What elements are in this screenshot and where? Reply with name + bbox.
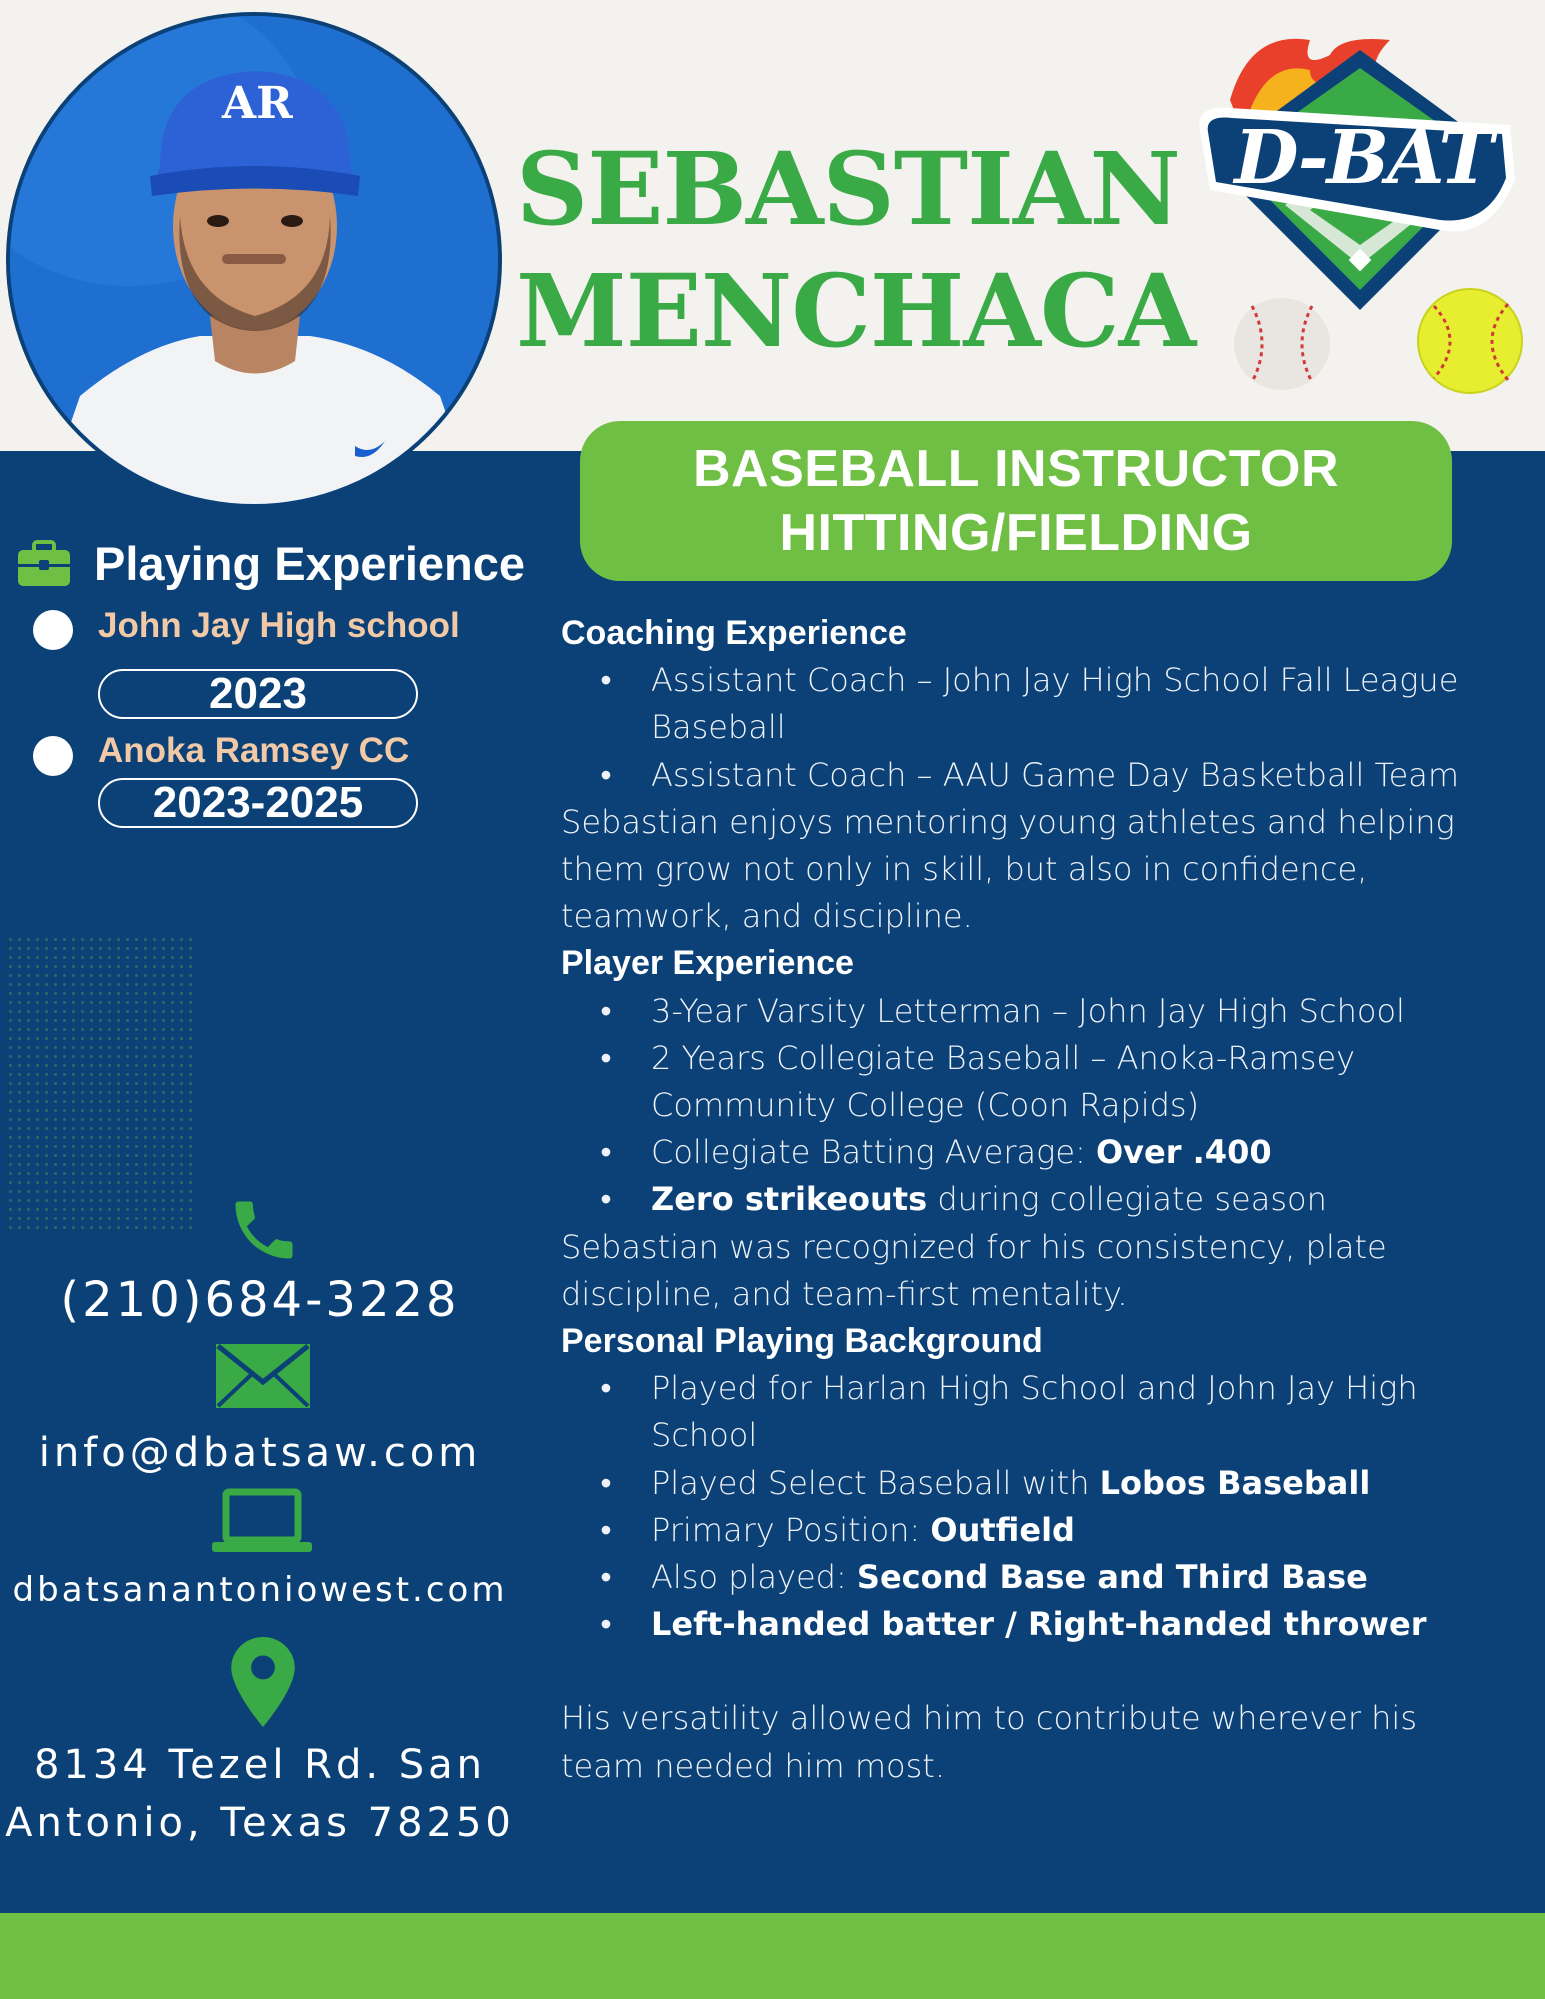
item-highlight: Zero strikeouts	[651, 1180, 928, 1219]
item-highlight: Over .400	[1095, 1133, 1272, 1172]
player-heading: Player Experience	[561, 944, 854, 983]
spacer	[561, 1648, 1501, 1695]
school-years: 2023	[98, 669, 418, 719]
address	[0, 1736, 520, 1852]
school-name: John Jay High school	[98, 606, 460, 645]
item-text: Primary Position:	[651, 1510, 931, 1549]
profile-photo	[6, 12, 502, 508]
player-name	[516, 128, 1195, 372]
item-text: Played Select Baseball with	[651, 1463, 1100, 1502]
player-list	[561, 988, 1501, 1224]
item-highlight: Second Base and Third Base	[856, 1558, 1368, 1597]
coaching-summary: Sebastian enjoys mentoring young athletes and helping them grow not only in skill, but also in confidence, teamwork, and discipline.	[561, 802, 1455, 936]
playing-experience-header	[16, 536, 525, 591]
closing-statement: His versatility allowed him to contribute wherever his team needed him most.	[561, 1699, 1417, 1785]
school-name: Anoka Ramsey CC	[98, 731, 410, 770]
title-line-1: BASEBALL INSTRUCTOR	[692, 440, 1340, 498]
website-link[interactable]: dbatsanantoniowest.com	[12, 1570, 508, 1610]
item-text: Also played:	[651, 1558, 857, 1597]
list-item: • Assistant Coach – AAU Game Day Basketball Team	[561, 752, 1501, 799]
list-item: • Assistant Coach – John Jay High School Fall League Baseball	[561, 657, 1501, 751]
timeline-bullet	[33, 736, 73, 776]
item-highlight: Outfield	[930, 1510, 1075, 1549]
title-line-2: HITTING/FIELDING	[779, 504, 1253, 562]
item-highlight: Lobos Baseball	[1099, 1463, 1371, 1502]
list-item: • 3-Year Varsity Letterman – John Jay High School	[561, 988, 1501, 1035]
dbat-logo	[1190, 30, 1520, 330]
logo-wordmark: D-BAT	[1234, 115, 1492, 201]
list-item	[561, 1176, 1501, 1223]
title-banner	[580, 421, 1452, 581]
briefcase-icon	[16, 540, 72, 588]
decorative-dot-pattern	[6, 935, 196, 1235]
softball-icon	[1416, 286, 1524, 396]
list-item	[561, 1507, 1501, 1554]
background-heading: Personal Playing Background	[561, 1322, 1043, 1361]
school-years: 2023-2025	[98, 778, 418, 828]
footer-band	[0, 1913, 1545, 1999]
playing-experience-heading: Playing Experience	[94, 537, 526, 590]
coaching-heading: Coaching Experience	[561, 614, 907, 652]
player-summary: Sebastian was recognized for his consistency, plate discipline, and team-first mentality.	[561, 1227, 1387, 1313]
item-highlight: Left-handed batter / Right-handed thrower	[651, 1605, 1427, 1644]
list-item	[561, 1554, 1501, 1601]
list-item	[561, 1460, 1501, 1507]
list-item: • 2 Years Collegiate Baseball – Anoka-Ramsey Community College (Coon Rapids)	[561, 1035, 1501, 1129]
first-name: SEBASTIAN	[516, 130, 1180, 248]
baseball-icon	[1232, 296, 1332, 392]
last-name: MENCHACA	[516, 252, 1196, 370]
list-item	[561, 1601, 1501, 1648]
item-text: Collegiate Batting Average:	[651, 1133, 1096, 1172]
phone-icon	[226, 1192, 302, 1268]
cap-logo-text: AR	[222, 78, 293, 129]
location-pin-icon	[230, 1637, 296, 1727]
email-icon	[214, 1342, 312, 1410]
timeline-bullet	[33, 610, 73, 650]
list-item	[561, 1129, 1501, 1176]
address-line-2: Antonio, Texas 78250	[5, 1800, 515, 1846]
email-address[interactable]: info@dbatsaw.com	[38, 1430, 482, 1476]
phone-number[interactable]: (210)684-3228	[60, 1272, 460, 1328]
laptop-icon	[212, 1488, 312, 1554]
item-text: during collegiate season	[927, 1180, 1327, 1219]
list-item: • Played for Harlan High School and John Jay High School	[561, 1365, 1501, 1459]
coaching-list	[561, 657, 1501, 799]
experience-content	[561, 610, 1501, 1790]
address-line-1: 8134 Tezel Rd. San	[33, 1742, 487, 1788]
background-list	[561, 1365, 1501, 1648]
